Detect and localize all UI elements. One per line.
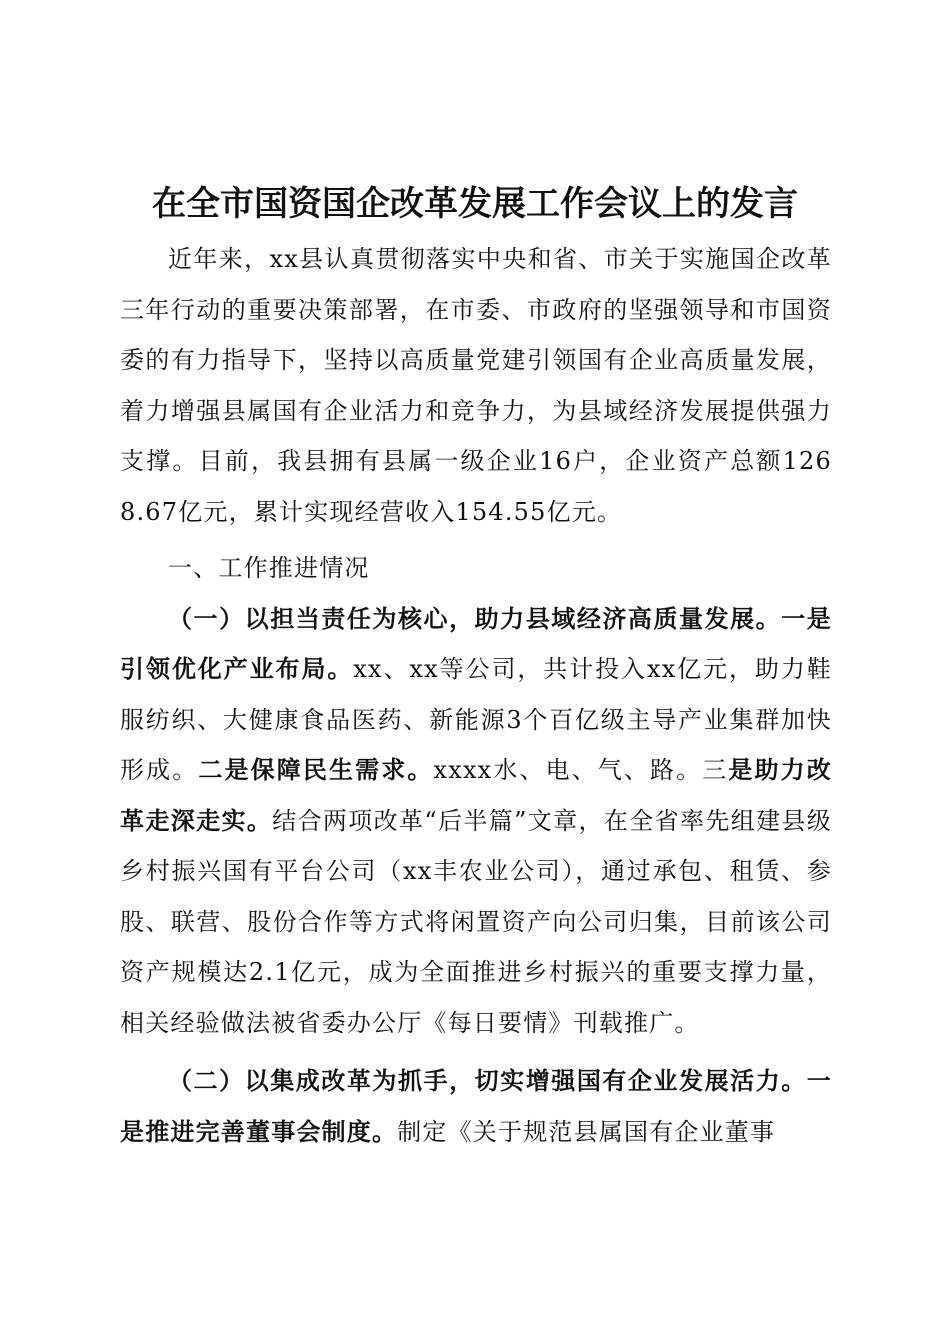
section-1-item-1-text: xx、xx等公司，共计投入xx亿元，助力鞋服纺织、大健康食品医药、新能源3个百亿级主导产业集群加快形成。 — [120, 655, 832, 784]
section-1-item-2-text: xxxx水、电、气、路。三 — [433, 756, 729, 784]
section-1-item-3-label: 是助力改革走深走实。 — [120, 755, 832, 835]
document-title: 在全市国资国企改革发展工作会议上的发言 — [152, 184, 798, 224]
section-2-item-1-label: 一是推进完善董事会制度。 — [120, 1066, 832, 1146]
section-2-item-1-text: 制定《关于规范县属国有企业董事 — [397, 1117, 776, 1146]
section-1-paragraph — [120, 594, 832, 1049]
section-2-title: （二）以集成改革为抓手，切实增强国有企业发展活力。 — [168, 1066, 807, 1095]
section-2-paragraph — [120, 1056, 832, 1157]
heading-work-progress: 一、工作推进情况 — [168, 554, 370, 582]
section-1-item-1-label: 一是引领优化产业布局。 — [120, 603, 832, 683]
section-1-item-2-label: 二是保障民生需求。 — [198, 755, 434, 784]
document-body — [120, 234, 832, 1157]
section-1-title: （一）以担当责任为核心，助力县域经济高质量发展。 — [168, 603, 782, 633]
section-1-item-3-text: 结合两项改革“后半篇”文章，在全省率先组建县级乡村振兴国有平台公司（xx丰农业公司），通过承包、租赁、参股、联营、股份合作等方式将闲置资产向公司归集，目前该公司资产规模达2.1亿元，成为全面推进乡村振兴的重要支撑力量，相关经验做法被省委办公厅《每日要情》刊载推广。 — [120, 806, 832, 1037]
intro-paragraph: 近年来，xx县认真贯彻落实中央和省、市关于实施国企改革三年行动的重要决策部署，在市委、市政府的坚强领导和市国资委的有力指导下，坚持以高质量党建引领国有企业高质量发展，着力增强县属国有企业活力和竞争力，为县域经济发展提供强力支撑。目前，我县拥有县属一级企业16户，企业资产总额1268.67亿元，累计实现经营收入154.55亿元。 — [120, 245, 832, 526]
